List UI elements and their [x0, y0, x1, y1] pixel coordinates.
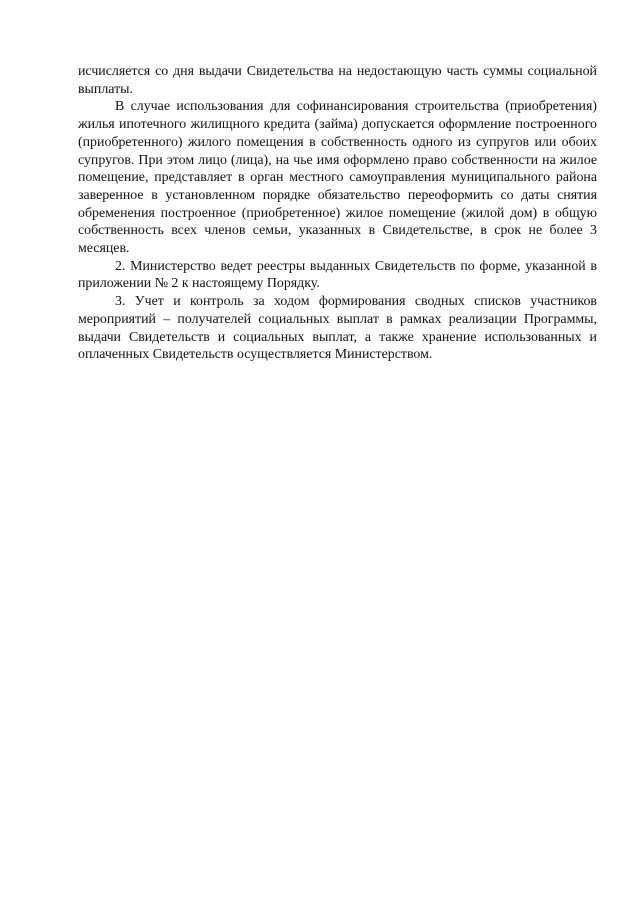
paragraph-mortgage-cofinancing: В случае использования для софинансирования строительства (приобретения) жилья ипотечного жилищного кредита (займа) допускается оформление построенного (приобретенного) жилого помещения в собственность одного из супругов или обоих супругов. При этом лицо (лица), на чье имя оформлено право собственности на жилое помещение, представляет в орган местного самоуправления муниципального района заверенное в установленном порядке обязательство переоформить со даты снятия обременения построенное (приобретенное) жилое помещение (жилой дом) в общую собственность всех членов семьи, указанных в Свидетельстве, в срок не более 3 месяцев. — [78, 99, 597, 257]
paragraph-item-2-registry: 2. Министерство ведет реестры выданных Свидетельств по форме, указанной в приложении № 2 к настоящему Порядку. — [78, 258, 597, 292]
paragraph-item-3-control: 3. Учет и контроль за ходом формирования сводных списков участников мероприятий – получателей социальных выплат в рамках реализации Программы, выдачи Свидетельств и социальных выплат, а также хранение использованных и оплаченных Свидетельств осуществляется Министерством. — [78, 294, 597, 363]
paragraph-continuation: исчисляется со дня выдачи Свидетельства на недостающую часть суммы социальной выплаты. — [78, 64, 597, 97]
document-body — [78, 63, 597, 364]
